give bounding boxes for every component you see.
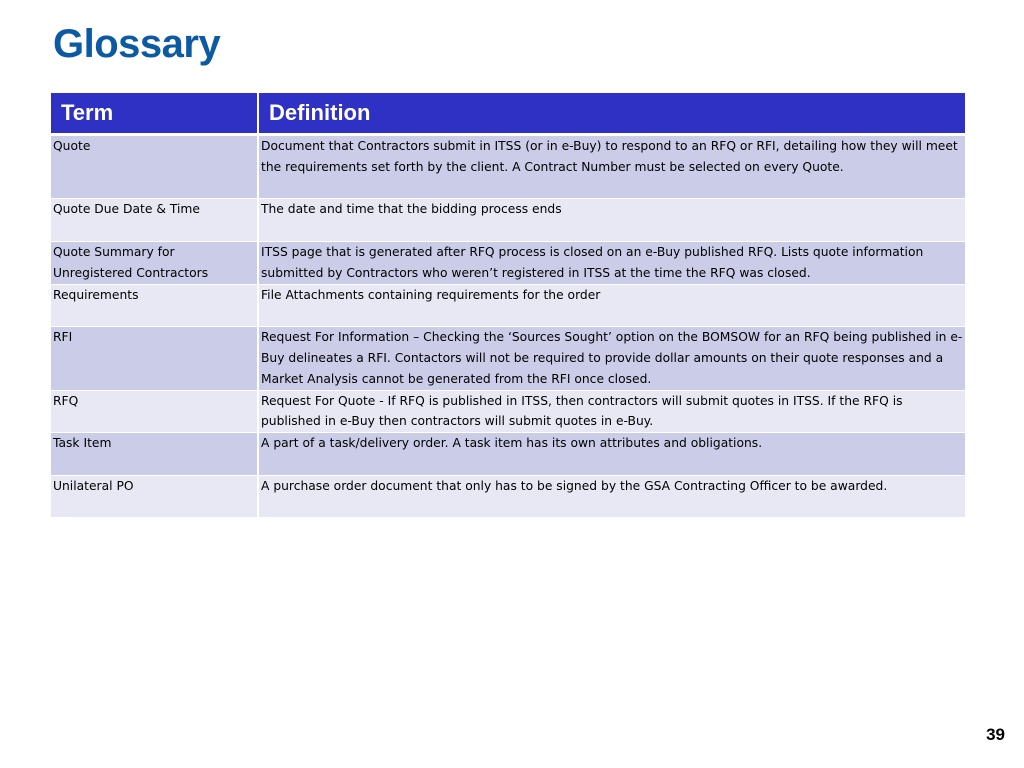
definition-cell: File Attachments containing requirements for the order [258, 284, 965, 327]
page-title: Glossary [53, 22, 221, 66]
table-row [51, 475, 965, 518]
table-row [51, 241, 965, 284]
glossary-table [51, 93, 965, 518]
term-cell: Requirements [51, 284, 258, 327]
table-row [51, 327, 965, 390]
table-row [51, 433, 965, 476]
column-header-term: Term [51, 93, 258, 135]
table-row [51, 135, 965, 199]
column-header-definition: Definition [258, 93, 965, 135]
term-cell: Task Item [51, 433, 258, 476]
definition-cell: A purchase order document that only has to be signed by the GSA Contracting Officer to be awarded. [258, 475, 965, 518]
table-row [51, 284, 965, 327]
table-row [51, 199, 965, 242]
definition-cell: Document that Contractors submit in ITSS (or in e-Buy) to respond to an RFQ or RFI, detailing how they will meet the requirements set forth by the client. A Contract Number must be selected on every Quote. [258, 135, 965, 199]
term-cell: Unilateral PO [51, 475, 258, 518]
term-cell: Quote [51, 135, 258, 199]
definition-cell: A part of a task/delivery order. A task item has its own attributes and obligations. [258, 433, 965, 476]
term-cell: RFI [51, 327, 258, 390]
definition-cell: Request For Information – Checking the ‘Sources Sought’ option on the BOMSOW for an RFQ being published in e-Buy delineates a RFI. Contactors will not be required to provide dollar amounts on their quote responses and a Market Analysis cannot be generated from the RFI once closed. [258, 327, 965, 390]
term-cell: RFQ [51, 390, 258, 433]
term-cell: Quote Summary for Unregistered Contractors [51, 241, 258, 284]
definition-cell: Request For Quote - If RFQ is published in ITSS, then contractors will submit quotes in ITSS. If the RFQ is published in e-Buy then contractors will submit quotes in e-Buy. [258, 390, 965, 433]
table-row [51, 390, 965, 433]
definition-cell: The date and time that the bidding process ends [258, 199, 965, 242]
term-cell: Quote Due Date & Time [51, 199, 258, 242]
page-number: 39 [986, 725, 1005, 744]
definition-cell: ITSS page that is generated after RFQ process is closed on an e-Buy published RFQ. Lists quote information submitted by Contractors who weren’t registered in ITSS at the time the RFQ was closed. [258, 241, 965, 284]
table-header-row [51, 93, 965, 135]
